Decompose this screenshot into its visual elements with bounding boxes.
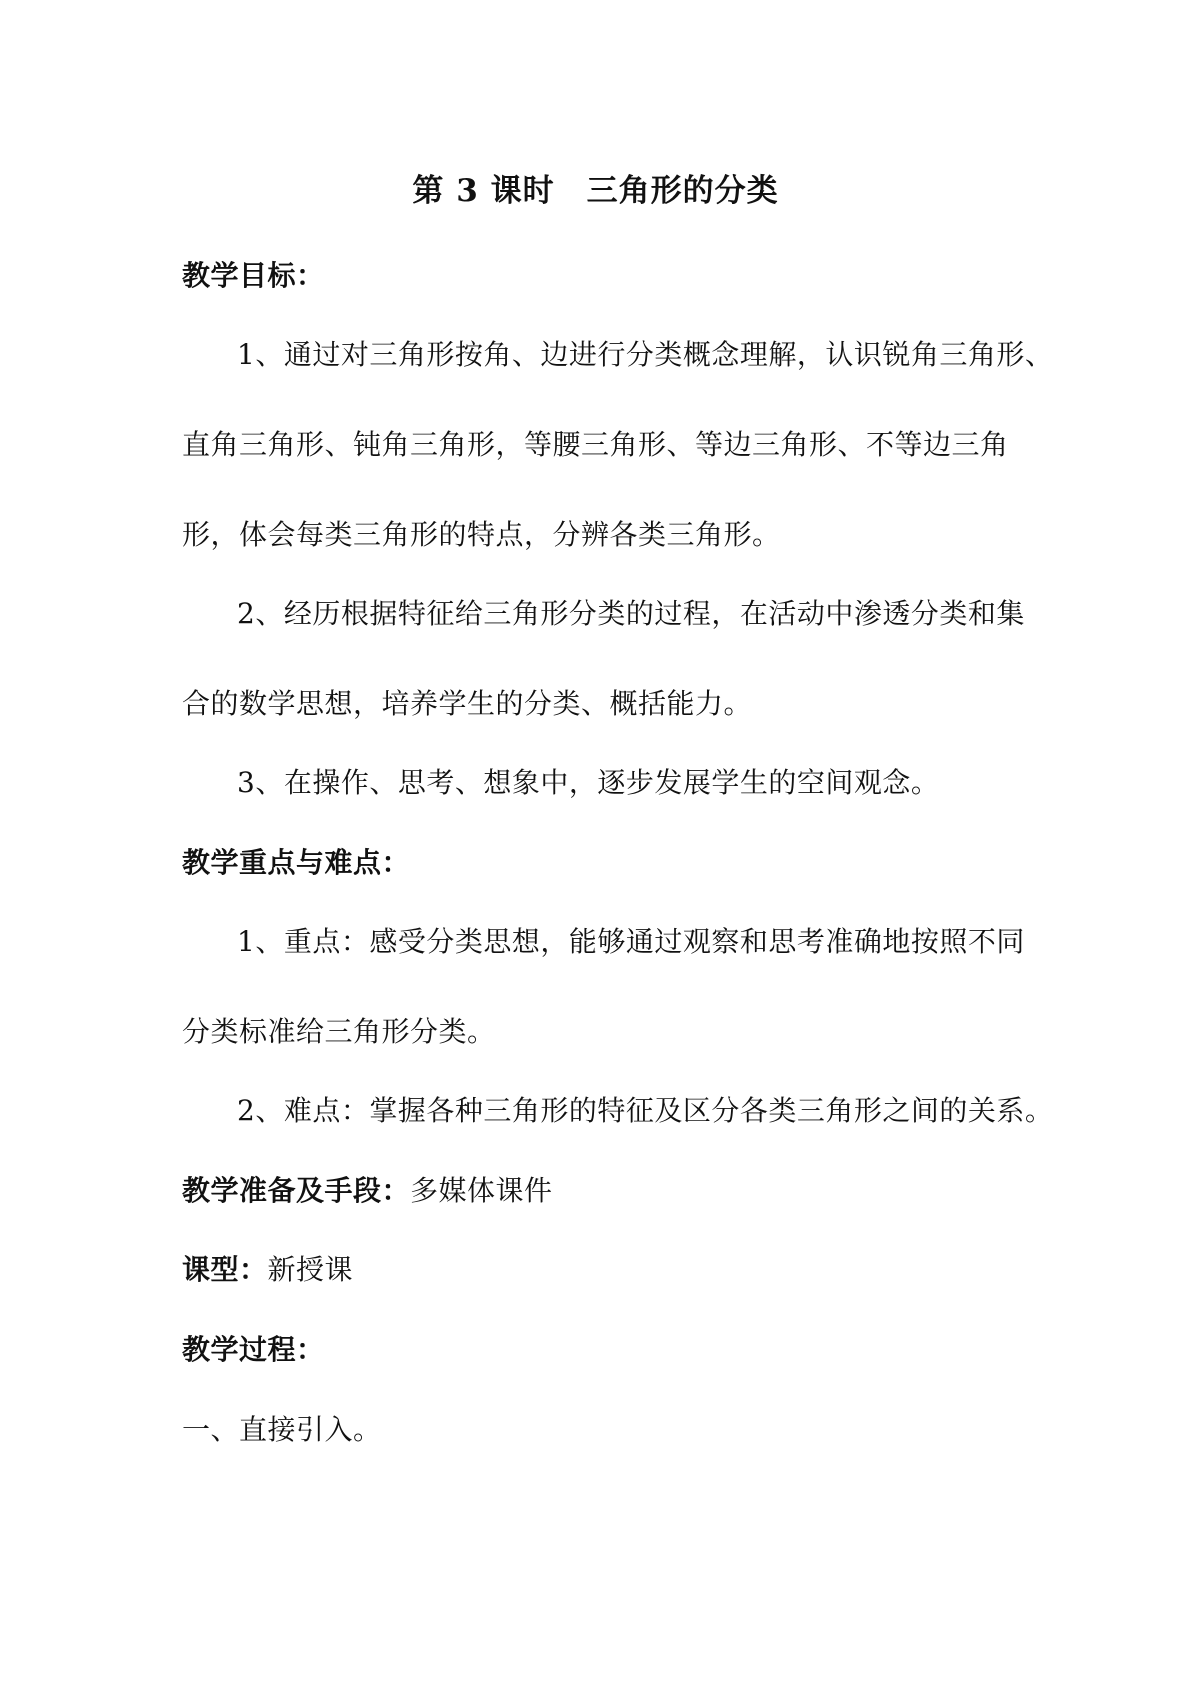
preparation-line <box>182 1174 553 1208</box>
process-step-1: 一、直接引入。 <box>182 1413 382 1446</box>
objective-2-line-1: 2、经历根据特征给三角形分类的过程，在活动中渗透分类和集 <box>237 597 1025 630</box>
key-point-2-line-1: 2、难点：掌握各种三角形的特征及区分各类三角形之间的关系。 <box>237 1094 1054 1127</box>
preparation-value: 多媒体课件 <box>410 1174 553 1207</box>
preparation-label: 教学准备及手段： <box>182 1174 411 1207</box>
key-point-1-line-2: 分类标准给三角形分类。 <box>182 1015 496 1048</box>
objectives-heading: 教学目标： <box>182 259 325 292</box>
page-title: 第 3 课时 三角形的分类 <box>412 173 779 209</box>
objective-3-line-1: 3、在操作、思考、想象中，逐步发展学生的空间观念。 <box>237 766 940 799</box>
lesson-type-value: 新授课 <box>267 1253 354 1286</box>
objective-2-line-2: 合的数学思想，培养学生的分类、概括能力。 <box>182 687 753 720</box>
objective-1-line-3: 形，体会每类三角形的特点，分辨各类三角形。 <box>182 518 781 551</box>
objective-1-line-1: 1、通过对三角形按角、边进行分类概念理解，认识锐角三角形、 <box>237 338 1054 371</box>
process-heading: 教学过程： <box>182 1333 325 1366</box>
key-point-1-line-1: 1、重点：感受分类思想，能够通过观察和思考准确地按照不同 <box>237 925 1025 958</box>
lesson-type-line <box>182 1253 353 1287</box>
key-points-heading: 教学重点与难点： <box>182 846 411 879</box>
lesson-type-label: 课型： <box>182 1253 268 1286</box>
objective-1-line-2: 直角三角形、钝角三角形，等腰三角形、等边三角形、不等边三角 <box>182 428 1009 461</box>
